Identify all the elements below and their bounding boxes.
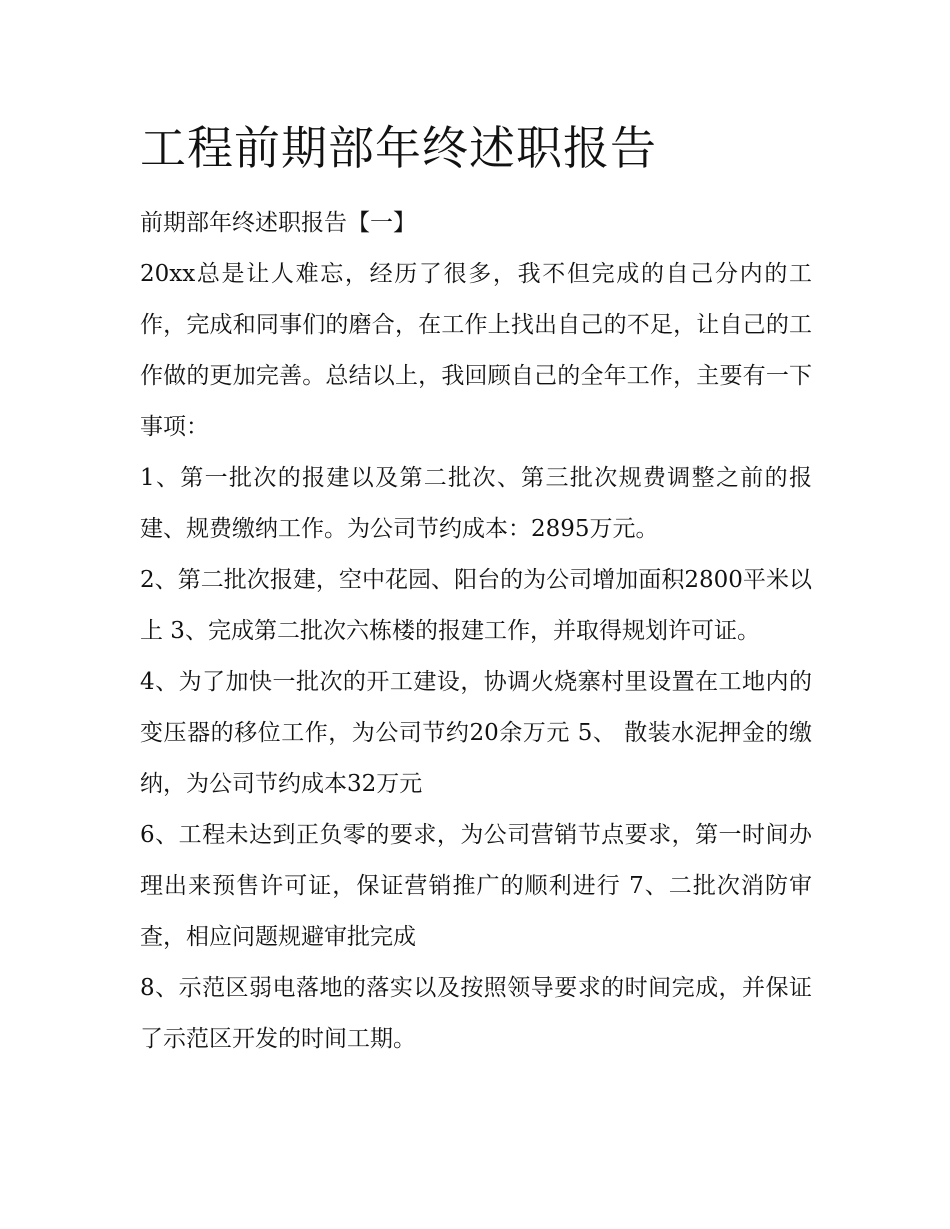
item-paragraph-2-3: 2、第二批次报建，空中花园、阳台的为公司增加面积2800平米以上 3、完成第二批次六栋楼的报建工作，并取得规划许可证。 <box>140 567 812 644</box>
item-paragraph-8: 8、示范区弱电落地的落实以及按照领导要求的时间完成，并保证了示范区开发的时间工期。 <box>140 975 812 1052</box>
item-paragraph-4-5: 4、为了加快一批次的开工建设，协调火烧寨村里设置在工地内的变压器的移位工作，为公司节约20余万元 5、 散装水泥押金的缴纳，为公司节约成本32万元 <box>140 669 812 797</box>
intro-paragraph: 20xx总是让人难忘，经历了很多，我不但完成的自己分内的工作，完成和同事们的磨合，在工作上找出自己的不足，让自己的工作做的更加完善。总结以上，我回顾自己的全年工作，主要有一下事项： <box>140 261 812 440</box>
document-title: 工程前期部年终述职报告 <box>140 121 657 175</box>
document-body <box>140 198 812 1065</box>
section-heading: 前期部年终述职报告【一】 <box>140 210 416 236</box>
item-paragraph-1: 1、第一批次的报建以及第二批次、第三批次规费调整之前的报建、规费缴纳工作。为公司节约成本：2895万元。 <box>140 465 812 542</box>
item-paragraph-6-7: 6、工程未达到正负零的要求，为公司营销节点要求，第一时间办理出来预售许可证，保证营销推广的顺利进行 7、二批次消防审查，相应问题规避审批完成 <box>140 822 812 950</box>
